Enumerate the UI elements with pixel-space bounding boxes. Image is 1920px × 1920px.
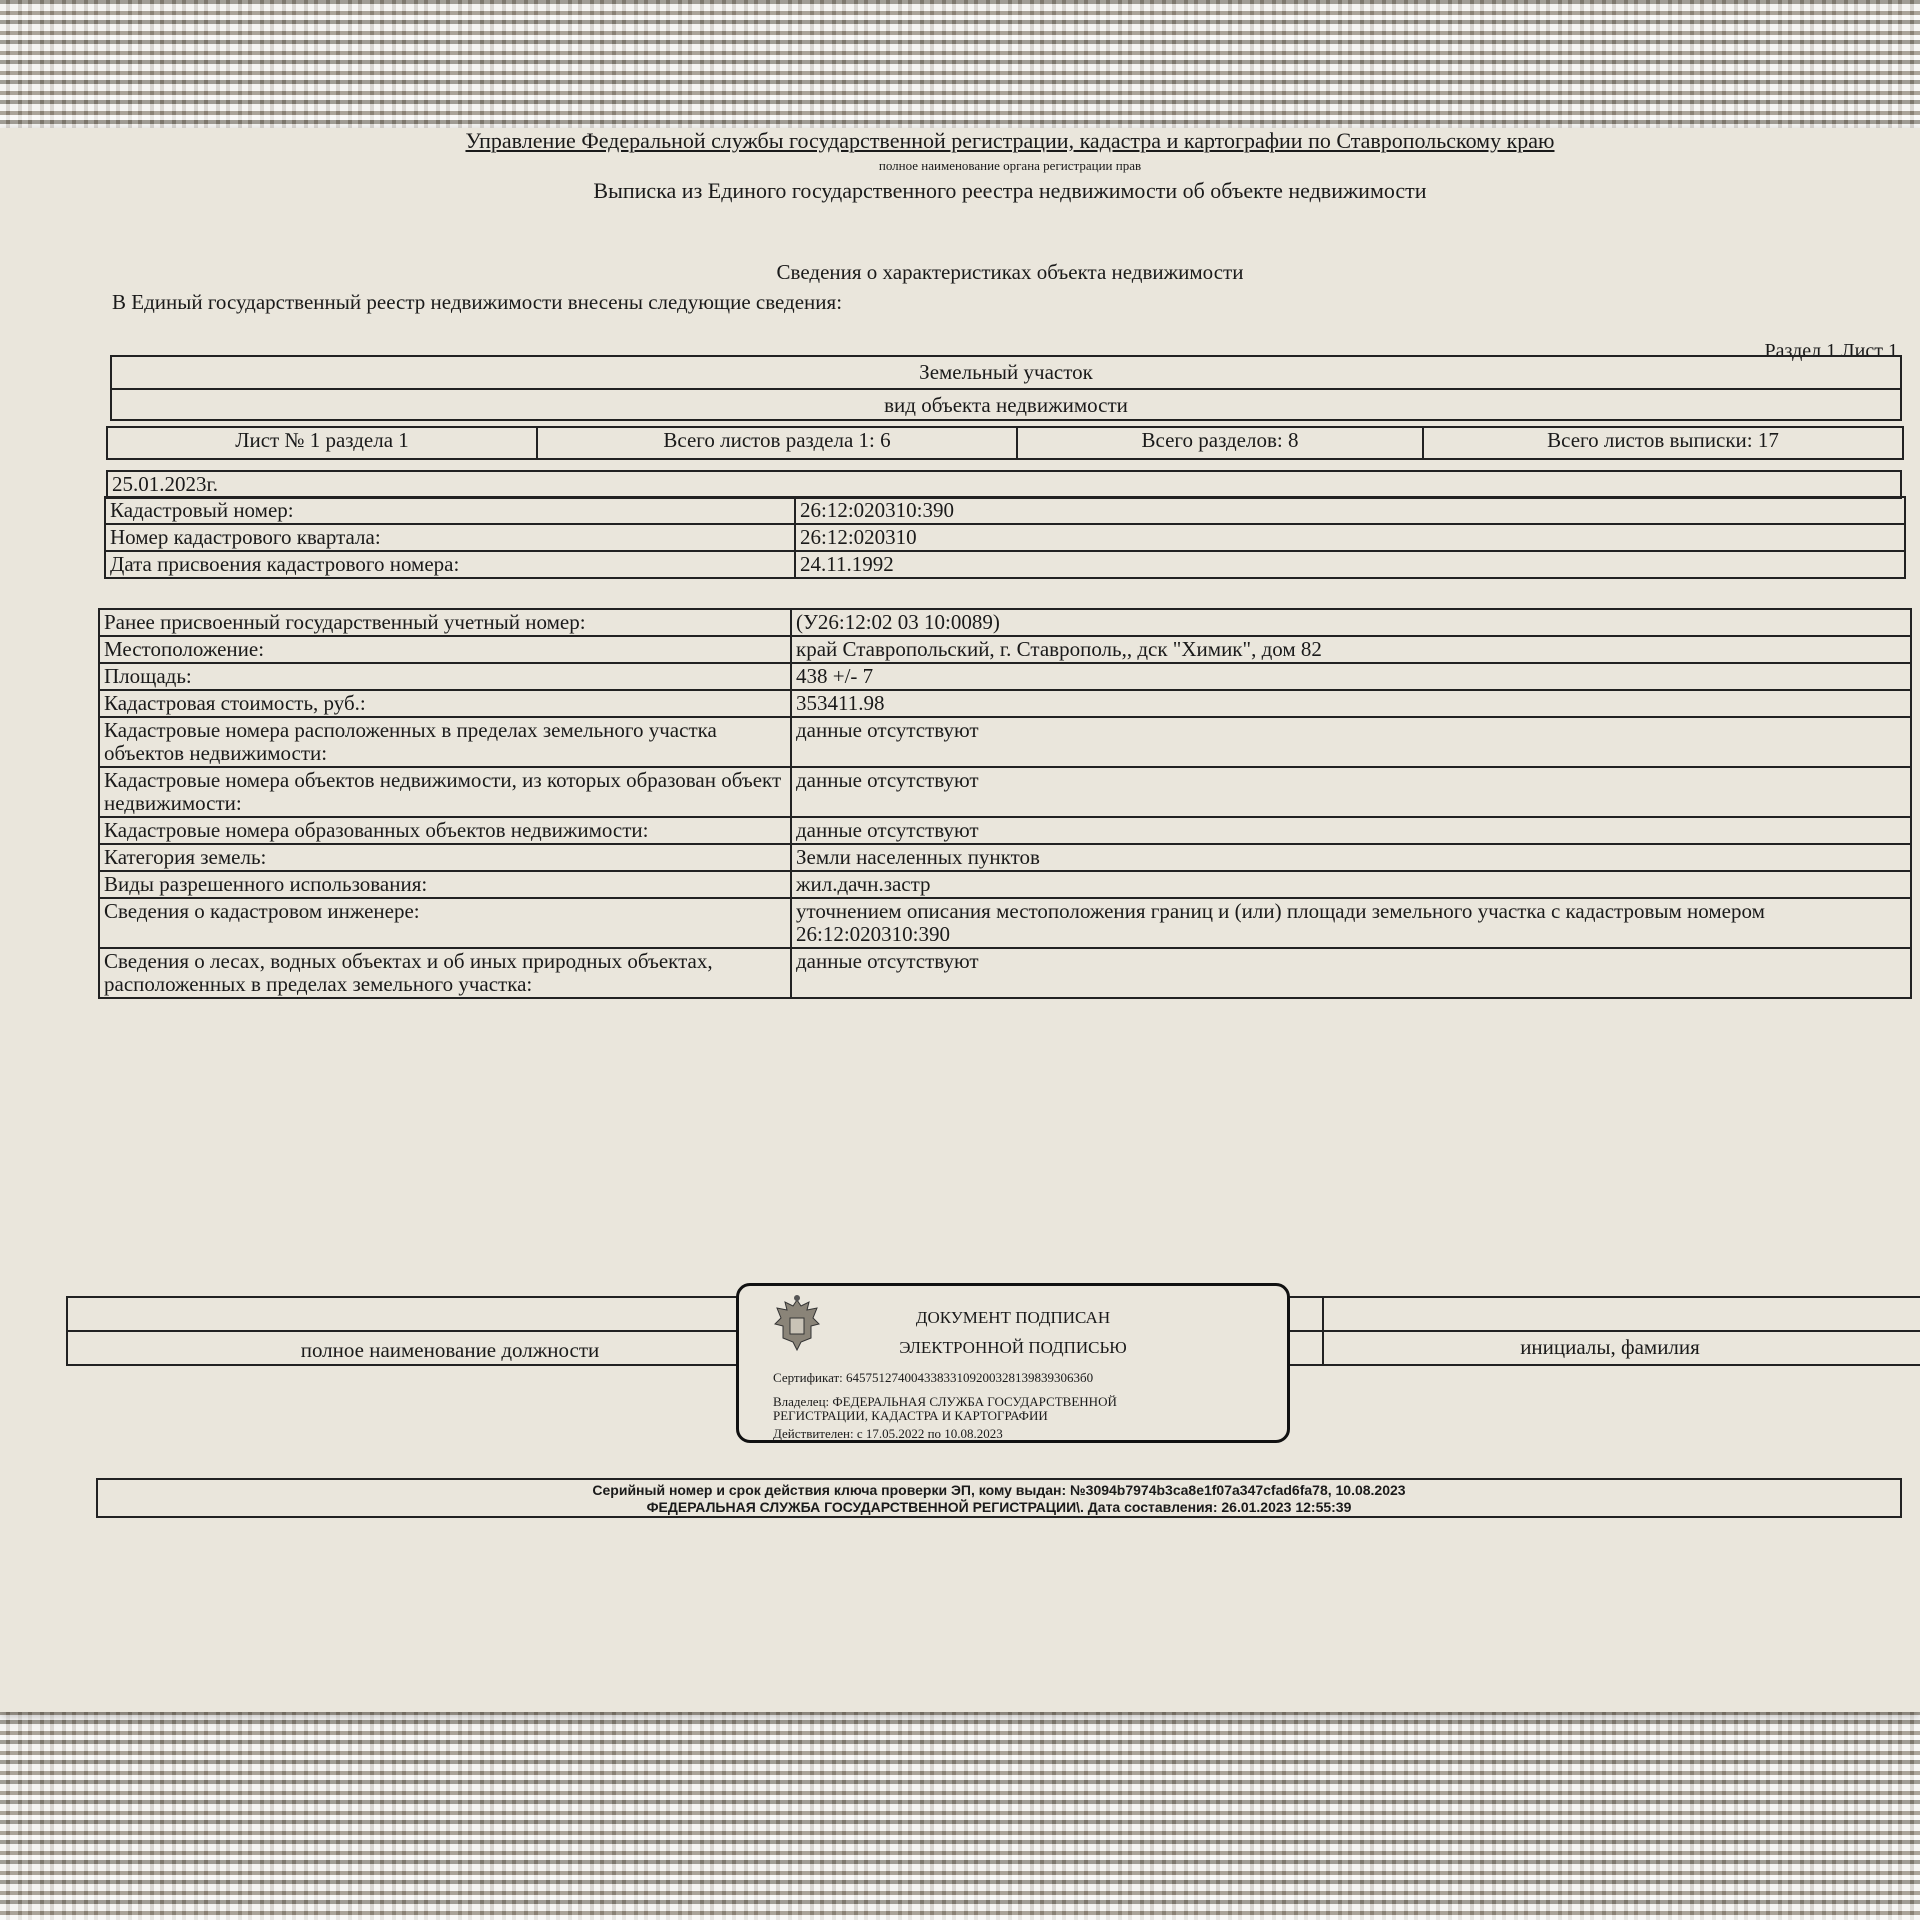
extract-sheets-total: Всего листов выписки: 17	[1423, 427, 1903, 459]
row-label: Ранее присвоенный государственный учетный номер:	[99, 609, 791, 636]
row-value: данные отсутствуют	[791, 717, 1911, 767]
row-value: 24.11.1992	[795, 551, 1905, 578]
row-label: Сведения о кадастровом инженере:	[99, 898, 791, 948]
characteristics-table	[98, 608, 1912, 999]
table-row	[99, 663, 1911, 690]
table-row	[99, 871, 1911, 898]
organization-name: Управление Федеральной службы государственной регистрации, кадастра и картографии по Ставропольскому краю	[465, 128, 1555, 153]
row-value: жил.дачн.застр	[791, 871, 1911, 898]
stamp-line2: ЭЛЕКТРОННОЙ ПОДПИСЬЮ	[899, 1338, 1127, 1357]
row-label: Кадастровая стоимость, руб.:	[99, 690, 791, 717]
sheets-table	[106, 426, 1904, 460]
table-row	[99, 817, 1911, 844]
stamp-certificate: Сертификат: 645751274004338331092003281398393063б0	[773, 1370, 1094, 1385]
row-label: Кадастровые номера расположенных в пределах земельного участка объектов недвижимости:	[99, 717, 791, 767]
stamp-line1: ДОКУМЕНТ ПОДПИСАН	[915, 1308, 1111, 1327]
stamp-owner-line2: РЕГИСТРАЦИИ, КАДАСТРА И КАРТОГРАФИИ	[773, 1408, 1048, 1423]
electronic-signature-stamp	[736, 1283, 1290, 1443]
row-label: Виды разрешенного использования:	[99, 871, 791, 898]
document-subtitle: Сведения о характеристиках объекта недвижимости	[776, 260, 1244, 284]
table-row	[99, 898, 1911, 948]
serial-line1: Серийный номер и срок действия ключа проверки ЭП, кому выдан: №3094b7974b3ca8e1f07a347cfad6fa78, 10.08.2023	[592, 1482, 1406, 1498]
row-label: Кадастровые номера образованных объектов недвижимости:	[99, 817, 791, 844]
row-label: Местоположение:	[99, 636, 791, 663]
row-value: данные отсутствуют	[791, 817, 1911, 844]
position-label: полное наименование должности	[300, 1338, 600, 1362]
row-value: край Ставропольский, г. Ставрополь,, дск "Химик", дом 82	[791, 636, 1911, 663]
table-row	[99, 844, 1911, 871]
object-type-note: вид объекта недвижимости	[112, 388, 1900, 421]
object-type-box	[110, 355, 1902, 421]
row-value: 26:12:020310	[795, 524, 1905, 551]
row-value: 26:12:020310:390	[795, 497, 1905, 524]
date-table	[106, 470, 1902, 499]
row-value: (У26:12:02 03 10:0089)	[791, 609, 1911, 636]
table-row	[105, 497, 1905, 524]
cadastral-table	[104, 496, 1906, 579]
sheet-number: Лист № 1 раздела 1	[107, 427, 537, 459]
section-sheets-total: Всего листов раздела 1: 6	[537, 427, 1017, 459]
table-row	[105, 551, 1905, 578]
extract-date: 25.01.2023г.	[107, 471, 1901, 498]
table-row	[99, 948, 1911, 998]
table-row	[99, 609, 1911, 636]
row-label: Кадастровые номера объектов недвижимости, из которых образован объект недвижимости:	[99, 767, 791, 817]
name-label: инициалы, фамилия	[1520, 1335, 1700, 1359]
section-reference: Раздел 1 Лист 1	[1764, 340, 1898, 362]
serial-box	[96, 1478, 1902, 1518]
table-row	[105, 524, 1905, 551]
row-value: 438 +/- 7	[791, 663, 1911, 690]
organization-note: полное наименование органа регистрации прав	[878, 158, 1142, 173]
row-label: Дата присвоения кадастрового номера:	[105, 551, 795, 578]
sections-total: Всего разделов: 8	[1017, 427, 1423, 459]
serial-line2: ФЕДЕРАЛЬНАЯ СЛУЖБА ГОСУДАРСТВЕННОЙ РЕГИСТРАЦИИ\. Дата составления: 26.01.2023 12:55:39	[646, 1499, 1352, 1515]
stamp-validity: Действителен: с 17.05.2022 по 10.08.2023	[773, 1426, 1003, 1441]
table-row	[99, 767, 1911, 817]
row-label: Кадастровый номер:	[105, 497, 795, 524]
row-label: Сведения о лесах, водных объектах и об иных природных объектах, расположенных в пределах земельного участка:	[99, 948, 791, 998]
row-value: уточнением описания местоположения границ и (или) площади земельного участка с кадастровым номером 26:12:020310:390	[791, 898, 1911, 948]
table-row	[99, 717, 1911, 767]
row-label: Категория земель:	[99, 844, 791, 871]
row-value: Земли населенных пунктов	[791, 844, 1911, 871]
table-row	[99, 690, 1911, 717]
table-row	[99, 636, 1911, 663]
row-value: 353411.98	[791, 690, 1911, 717]
document-title: Выписка из Единого государственного реестра недвижимости об объекте недвижимости	[593, 178, 1427, 203]
row-value: данные отсутствуют	[791, 767, 1911, 817]
row-label: Площадь:	[99, 663, 791, 690]
signature-separator	[1322, 1296, 1324, 1366]
intro-text: В Единый государственный реестр недвижимости внесены следующие сведения:	[112, 290, 843, 314]
row-label: Номер кадастрового квартала:	[105, 524, 795, 551]
stamp-owner-line1: Владелец: ФЕДЕРАЛЬНАЯ СЛУЖБА ГОСУДАРСТВЕННОЙ	[773, 1394, 1117, 1409]
object-type: Земельный участок	[919, 360, 1093, 384]
row-value: данные отсутствуют	[791, 948, 1911, 998]
